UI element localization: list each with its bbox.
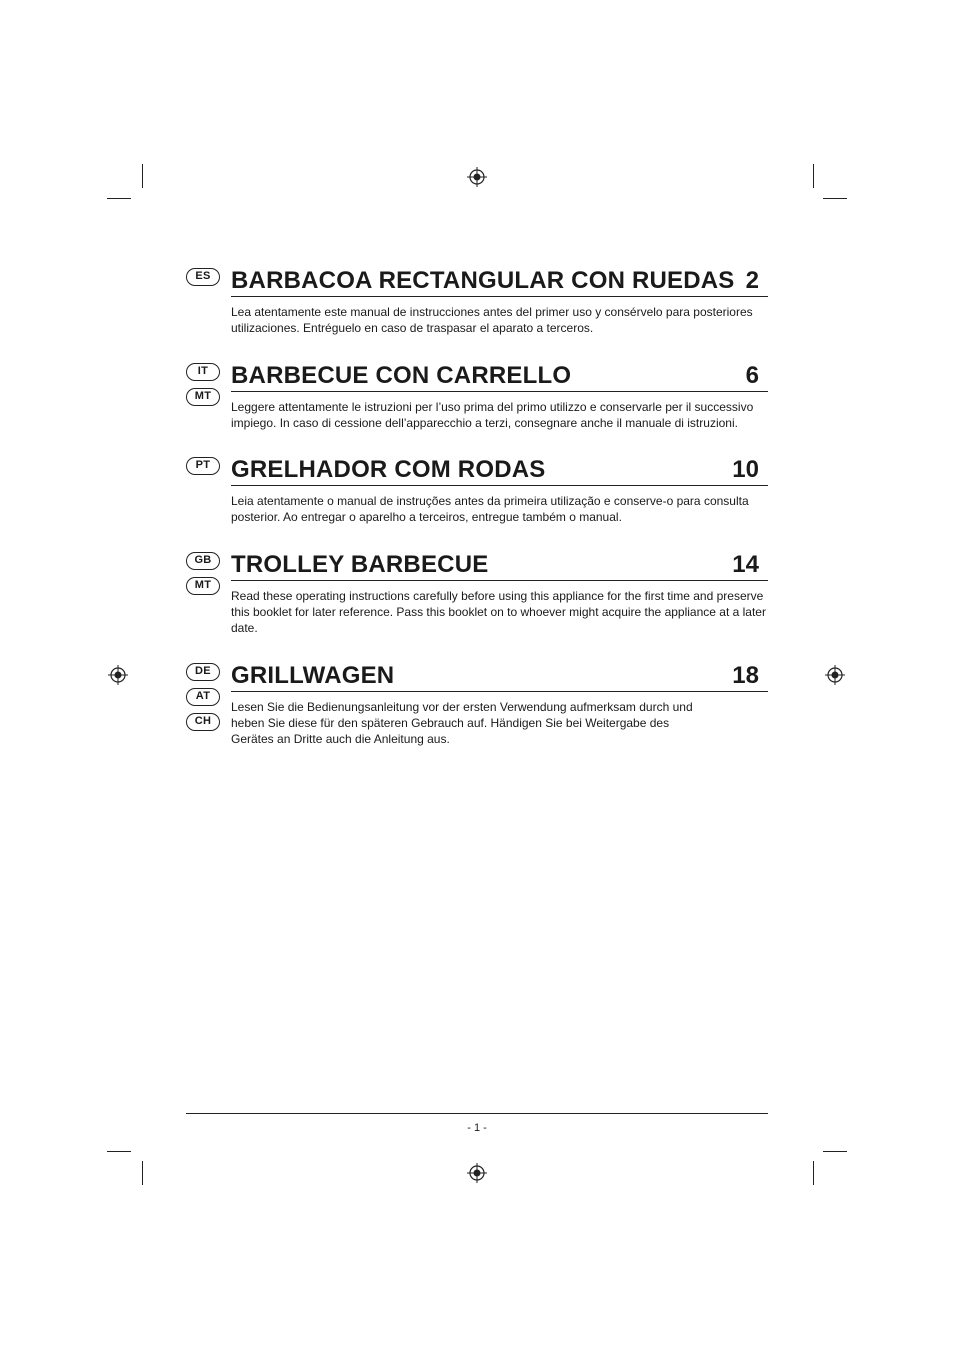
toc-heading[interactable] — [231, 361, 768, 392]
section-page-number: 6 — [745, 362, 759, 389]
registration-crosshair-icon — [467, 167, 487, 187]
section-page-number: 14 — [732, 551, 759, 578]
language-badge: IT — [186, 363, 220, 381]
section-title: BARBACOA RECTANGULAR CON RUEDAS — [231, 267, 735, 294]
section-title: GRELHADOR COM RODAS — [231, 456, 546, 483]
language-badge: MT — [186, 577, 220, 595]
language-badges — [186, 552, 222, 602]
language-badge: PT — [186, 457, 220, 475]
section-description: Leia atentamente o manual de instruções antes da primeira utilização e conserve-o para consulta posterior. Ao entregar o aparelho a terceiros, entregue também o manual. — [231, 494, 749, 524]
section-title: BARBECUE CON CARRELLO — [231, 362, 572, 389]
section-page-number: 10 — [732, 456, 759, 483]
section-description: Read these operating instructions carefully before using this appliance for the first time and preserve this booklet for later reference. Pass this booklet on to whoever might acquire the appliance at a later date. — [231, 589, 766, 635]
language-badge: CH — [186, 713, 220, 731]
section-title: GRILLWAGEN — [231, 662, 395, 689]
toc-heading[interactable] — [231, 266, 768, 297]
section-page-number: 2 — [745, 267, 759, 294]
registration-crosshair-icon — [467, 1163, 487, 1183]
language-badges — [186, 663, 222, 738]
language-badges — [186, 457, 222, 482]
registration-crosshair-icon — [825, 665, 845, 685]
language-badge: ES — [186, 268, 220, 286]
language-badges — [186, 363, 222, 413]
crop-mark-top-right-v — [813, 164, 814, 188]
language-badge: DE — [186, 663, 220, 681]
language-badge: AT — [186, 688, 220, 706]
section-description: Lea atentamente este manual de instrucciones antes del primer uso y consérvelo para posteriores utilizaciones. Entréguelo en caso de traspasar el aparato a terceros. — [231, 305, 753, 335]
crop-mark-top-right-h — [823, 198, 847, 199]
footer-page-number: - 1 - — [467, 1122, 487, 1134]
crop-mark-bottom-right-h — [823, 1151, 847, 1152]
crop-mark-top-left-h — [107, 198, 131, 199]
language-badge: GB — [186, 552, 220, 570]
crop-mark-bottom-left-h — [107, 1151, 131, 1152]
crop-mark-top-left-v — [142, 164, 143, 188]
footer-divider — [186, 1113, 768, 1114]
section-description: Leggere attentamente le istruzioni per l’uso prima del primo utilizzo e conservarle per il successivo impiego. In caso di cessione dell’apparecchio a terzi, consegnare anche il manuale di istruzioni. — [231, 400, 754, 430]
crop-mark-bottom-left-v — [142, 1161, 143, 1185]
toc-heading[interactable] — [231, 455, 768, 486]
toc-heading[interactable] — [231, 550, 768, 581]
language-badge: MT — [186, 388, 220, 406]
crop-mark-bottom-right-v — [813, 1161, 814, 1185]
section-page-number: 18 — [732, 662, 759, 689]
registration-crosshair-icon — [108, 665, 128, 685]
section-title: TROLLEY BARBECUE — [231, 551, 489, 578]
toc-heading[interactable] — [231, 661, 768, 692]
section-description: Lesen Sie die Bedienungsanleitung vor der ersten Verwendung aufmerksam durch und heben Sie diese für den späteren Gebrauch auf. Händigen Sie bei Weitergabe des Gerätes an Dritte auch die Anleitung aus. — [231, 700, 693, 746]
language-badges — [186, 268, 222, 293]
